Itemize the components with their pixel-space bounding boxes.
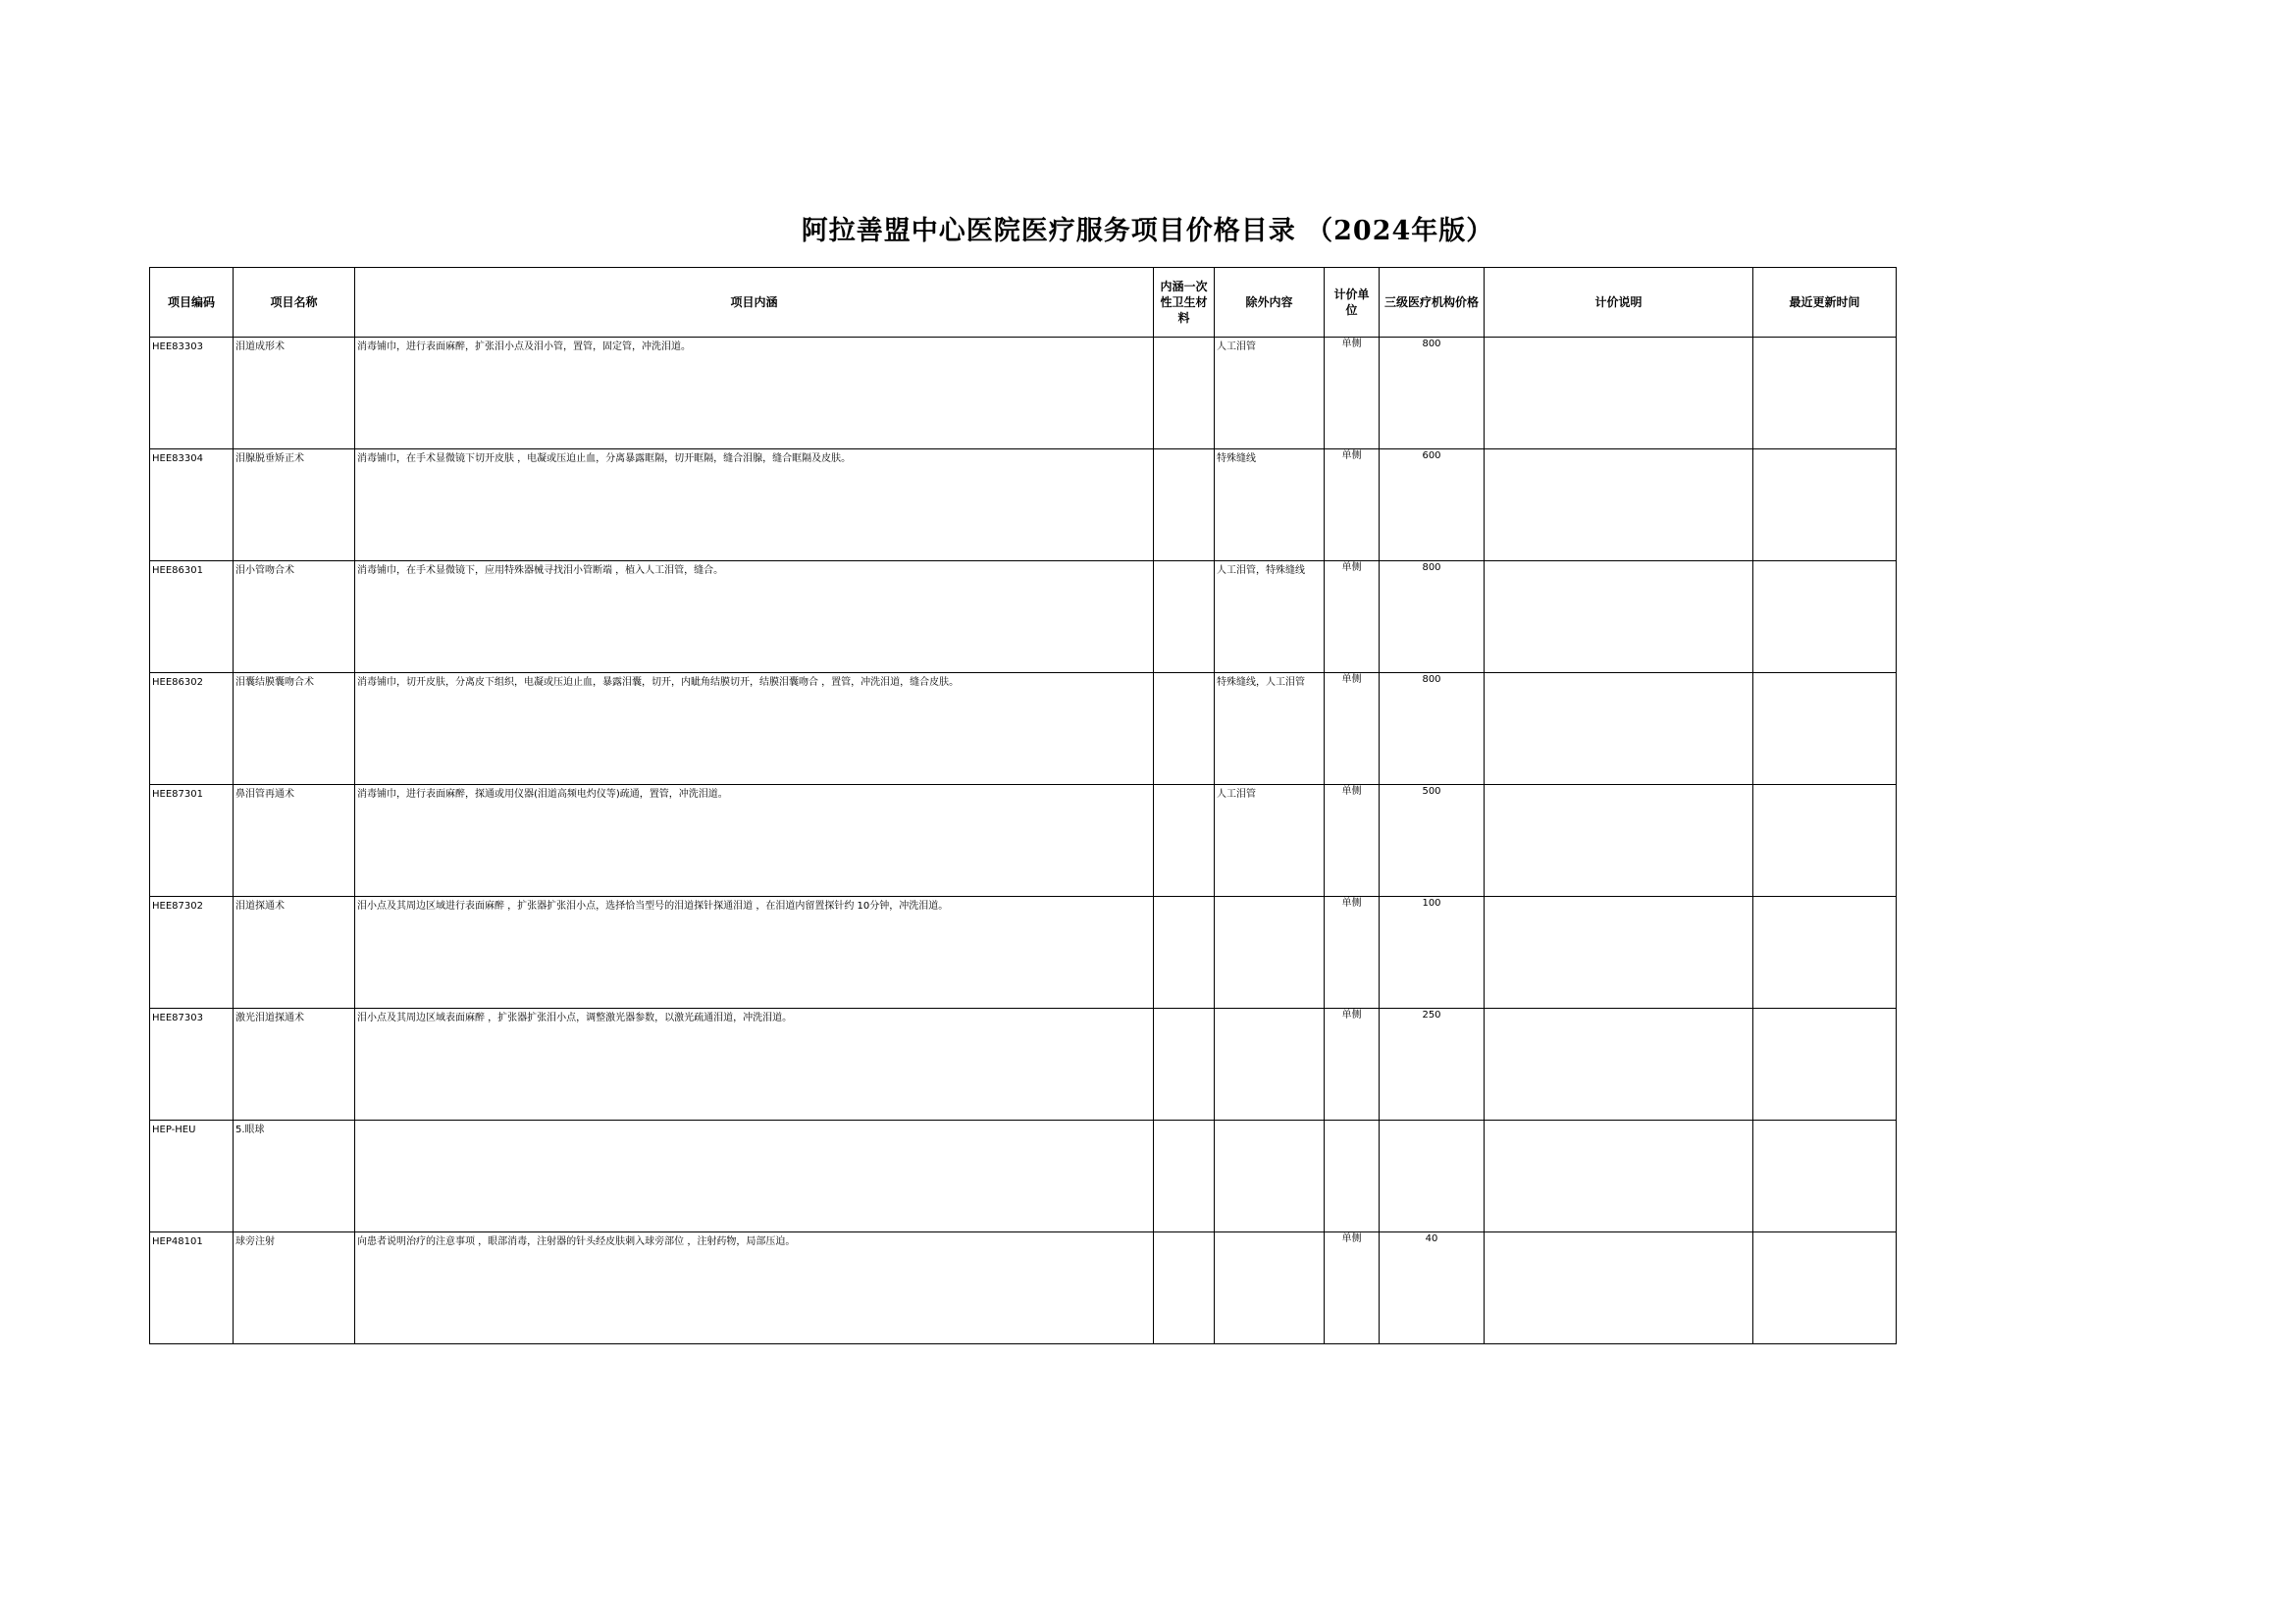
cell-unit — [1325, 673, 1380, 785]
cell-content — [355, 338, 1154, 449]
cell-note — [1485, 785, 1753, 897]
cell-disposable-text — [1154, 1121, 1214, 1126]
table-row — [150, 673, 1897, 785]
cell-disposable — [1154, 338, 1215, 449]
cell-unit — [1325, 1009, 1380, 1121]
cell-code — [150, 897, 234, 1009]
cell-updated-text — [1753, 1121, 1896, 1126]
cell-disposable — [1154, 785, 1215, 897]
cell-note — [1485, 561, 1753, 673]
cell-excluded — [1215, 1232, 1325, 1344]
cell-code — [150, 561, 234, 673]
cell-unit-text: 单侧 — [1341, 450, 1362, 461]
cell-note — [1485, 1232, 1753, 1344]
cell-content — [355, 1232, 1154, 1344]
cell-content — [355, 449, 1154, 561]
cell-code — [150, 785, 234, 897]
header-updated: 最近更新时间 — [1753, 268, 1897, 338]
cell-updated — [1753, 1232, 1897, 1344]
cell-note-text — [1485, 1009, 1752, 1015]
cell-note-text — [1485, 897, 1752, 903]
cell-updated — [1753, 561, 1897, 673]
header-code: 项目编码 — [150, 268, 234, 338]
cell-code-text: HEP-HEU — [152, 1125, 196, 1135]
header-price-label: 三级医疗机构价格 — [1383, 295, 1479, 309]
header-price — [1380, 268, 1485, 338]
cell-updated-text — [1753, 1009, 1896, 1015]
cell-updated-text — [1753, 561, 1896, 567]
cell-disposable — [1154, 673, 1215, 785]
cell-updated-text — [1753, 1232, 1896, 1238]
cell-unit — [1325, 1232, 1380, 1344]
cell-price-text: 800 — [1422, 674, 1441, 685]
cell-unit — [1325, 897, 1380, 1009]
cell-disposable-text — [1154, 338, 1214, 343]
header-unit — [1325, 268, 1380, 338]
cell-name-text: 5.眼球 — [235, 1125, 265, 1135]
cell-name — [234, 897, 355, 1009]
cell-name — [234, 785, 355, 897]
cell-updated — [1753, 1009, 1897, 1121]
cell-name — [234, 338, 355, 449]
cell-content — [355, 561, 1154, 673]
cell-unit-text: 单侧 — [1341, 674, 1362, 685]
cell-excluded — [1215, 449, 1325, 561]
cell-code — [150, 1121, 234, 1232]
cell-price — [1380, 338, 1485, 449]
cell-name — [234, 561, 355, 673]
cell-updated-text — [1753, 673, 1896, 679]
cell-unit-text: 单侧 — [1341, 339, 1362, 349]
header-content: 项目内涵 — [355, 268, 1154, 338]
cell-updated — [1753, 449, 1897, 561]
cell-excluded-text: 人工泪管 — [1217, 789, 1256, 800]
cell-code-text: HEE87302 — [152, 901, 203, 912]
price-catalog-table — [149, 267, 1897, 1344]
cell-excluded — [1215, 897, 1325, 1009]
cell-code-text: HEE87301 — [152, 789, 203, 800]
cell-excluded — [1215, 1121, 1325, 1232]
cell-excluded — [1215, 1009, 1325, 1121]
cell-code-text: HEE83303 — [152, 341, 203, 352]
table-header-row — [150, 268, 1897, 338]
cell-note-text — [1485, 561, 1752, 567]
cell-name-text: 鼻泪管再通术 — [235, 789, 294, 800]
cell-price-text: 800 — [1422, 339, 1441, 349]
cell-excluded-text — [1215, 1121, 1324, 1126]
table-row — [150, 449, 1897, 561]
table-row — [150, 1232, 1897, 1344]
cell-disposable-text — [1154, 897, 1214, 903]
cell-disposable-text — [1154, 449, 1214, 455]
cell-content — [355, 897, 1154, 1009]
cell-price — [1380, 897, 1485, 1009]
cell-price — [1380, 785, 1485, 897]
cell-unit — [1325, 561, 1380, 673]
cell-unit — [1325, 1121, 1380, 1232]
cell-updated — [1753, 1121, 1897, 1232]
cell-disposable-text — [1154, 561, 1214, 567]
cell-name-text: 泪道成形术 — [235, 341, 285, 352]
cell-code-text: HEE83304 — [152, 453, 203, 464]
cell-updated-text — [1753, 897, 1896, 903]
cell-name — [234, 1009, 355, 1121]
cell-updated — [1753, 338, 1897, 449]
cell-disposable-text — [1154, 1009, 1214, 1015]
table-row — [150, 561, 1897, 673]
cell-content-text: 消毒铺巾，进行表面麻醉，探通或用仪器(泪道高频电灼仪等)疏通，置管，冲洗泪道。 — [357, 789, 728, 800]
cell-unit-text: 单侧 — [1341, 1233, 1362, 1244]
cell-price-text: 800 — [1422, 562, 1441, 573]
cell-excluded-text: 人工泪管，特殊缝线 — [1217, 565, 1305, 576]
cell-excluded-text: 特殊缝线 — [1217, 453, 1256, 464]
cell-disposable-text — [1154, 785, 1214, 791]
cell-price-text: 250 — [1422, 1010, 1441, 1021]
cell-note — [1485, 1009, 1753, 1121]
cell-code — [150, 673, 234, 785]
cell-excluded-text — [1215, 1009, 1324, 1015]
cell-name-text: 激光泪道探通术 — [235, 1013, 304, 1023]
cell-content-text: 消毒铺巾，在手术显微镜下，应用特殊器械寻找泪小管断端 ，植入人工泪管，缝合。 — [357, 565, 724, 576]
cell-excluded-text: 人工泪管 — [1217, 341, 1256, 352]
cell-price-text: 500 — [1422, 786, 1441, 797]
cell-note-text — [1485, 449, 1752, 455]
cell-updated-text — [1753, 785, 1896, 791]
cell-unit-text: 单侧 — [1341, 1010, 1362, 1021]
cell-excluded — [1215, 673, 1325, 785]
table-row — [150, 785, 1897, 897]
cell-disposable — [1154, 449, 1215, 561]
cell-code-text: HEP48101 — [152, 1236, 203, 1247]
cell-content — [355, 785, 1154, 897]
cell-note-text — [1485, 1232, 1752, 1238]
page-title: 阿拉善盟中心医院医疗服务项目价格目录 （2024年版） — [801, 216, 1494, 246]
table-row — [150, 1009, 1897, 1121]
cell-price — [1380, 561, 1485, 673]
header-disposable-label: 内涵一次性卫生材料 — [1160, 280, 1208, 325]
cell-unit-text: 单侧 — [1341, 786, 1362, 797]
header-unit-label: 计价单位 — [1333, 288, 1370, 317]
cell-excluded-text — [1215, 897, 1324, 903]
cell-unit — [1325, 449, 1380, 561]
cell-name — [234, 673, 355, 785]
cell-note — [1485, 1121, 1753, 1232]
cell-updated-text — [1753, 338, 1896, 343]
cell-note — [1485, 897, 1753, 1009]
cell-updated — [1753, 673, 1897, 785]
cell-note-text — [1485, 1121, 1752, 1126]
cell-content — [355, 1009, 1154, 1121]
cell-disposable — [1154, 1232, 1215, 1344]
cell-updated-text — [1753, 449, 1896, 455]
cell-disposable — [1154, 897, 1215, 1009]
cell-unit-text: 单侧 — [1341, 562, 1362, 573]
cell-disposable-text — [1154, 1232, 1214, 1238]
cell-price — [1380, 449, 1485, 561]
table-row — [150, 897, 1897, 1009]
cell-name-text: 泪腺脱垂矫正术 — [235, 453, 304, 464]
cell-name-text: 泪道探通术 — [235, 901, 285, 912]
cell-price-text: 600 — [1422, 450, 1441, 461]
cell-content-text: 泪小点及其周边区域进行表面麻醉 ，扩张器扩张泪小点，选择恰当型号的泪道探针探通泪道 ，在泪道内留置探针约 10分钟，冲洗泪道。 — [357, 901, 949, 912]
cell-content — [355, 673, 1154, 785]
cell-price — [1380, 1121, 1485, 1232]
cell-price — [1380, 1232, 1485, 1344]
header-disposable — [1154, 268, 1215, 338]
cell-price-text: 40 — [1425, 1233, 1438, 1244]
cell-content — [355, 1121, 1154, 1232]
cell-unit — [1325, 785, 1380, 897]
cell-disposable — [1154, 1009, 1215, 1121]
cell-unit — [1325, 338, 1380, 449]
cell-disposable — [1154, 561, 1215, 673]
cell-note — [1485, 673, 1753, 785]
cell-content-text: 消毒铺巾，进行表面麻醉，扩张泪小点及泪小管，置管，固定管，冲洗泪道。 — [357, 341, 691, 352]
cell-price-text: 100 — [1422, 898, 1441, 909]
cell-note-text — [1485, 338, 1752, 343]
cell-note-text — [1485, 673, 1752, 679]
cell-name — [234, 1232, 355, 1344]
cell-name-text: 泪小管吻合术 — [235, 565, 294, 576]
cell-content-text — [355, 1121, 1153, 1126]
header-excluded: 除外内容 — [1215, 268, 1325, 338]
table-row — [150, 1121, 1897, 1232]
cell-excluded — [1215, 561, 1325, 673]
cell-note-text — [1485, 785, 1752, 791]
cell-code — [150, 449, 234, 561]
cell-content-text: 向患者说明治疗的注意事项 ，眼部消毒，注射器的针头经皮肤刺入球旁部位 ，注射药物，局部压迫。 — [357, 1236, 796, 1247]
cell-name-text: 泪囊结膜囊吻合术 — [235, 677, 314, 688]
cell-note — [1485, 449, 1753, 561]
cell-code-text: HEE86301 — [152, 565, 203, 576]
cell-updated — [1753, 785, 1897, 897]
cell-price — [1380, 1009, 1485, 1121]
cell-content-text: 消毒铺巾，切开皮肤，分离皮下组织，电凝或压迫止血，暴露泪囊，切开，内眦角结膜切开，结膜泪囊吻合 ，置管，冲洗泪道，缝合皮肤。 — [357, 677, 960, 688]
header-note: 计价说明 — [1485, 268, 1753, 338]
cell-excluded-text — [1215, 1232, 1324, 1238]
cell-note — [1485, 338, 1753, 449]
cell-name — [234, 1121, 355, 1232]
cell-name-text: 球旁注射 — [235, 1236, 275, 1247]
cell-code-text: HEE87303 — [152, 1013, 203, 1023]
cell-excluded — [1215, 785, 1325, 897]
cell-excluded-text: 特殊缝线，人工泪管 — [1217, 677, 1305, 688]
cell-code — [150, 338, 234, 449]
cell-code-text: HEE86302 — [152, 677, 203, 688]
cell-price — [1380, 673, 1485, 785]
cell-excluded — [1215, 338, 1325, 449]
cell-disposable — [1154, 1121, 1215, 1232]
cell-updated — [1753, 897, 1897, 1009]
cell-code — [150, 1009, 234, 1121]
table-row — [150, 338, 1897, 449]
cell-unit-text: 单侧 — [1341, 898, 1362, 909]
cell-name — [234, 449, 355, 561]
cell-content-text: 泪小点及其周边区域表面麻醉 ，扩张器扩张泪小点，调整激光器参数，以激光疏通泪道，冲洗泪道。 — [357, 1013, 793, 1023]
header-name: 项目名称 — [234, 268, 355, 338]
cell-content-text: 消毒铺巾，在手术显微镜下切开皮肤 ，电凝或压迫止血，分离暴露眶隔，切开眶隔，缝合泪腺，缝合眶隔及皮肤。 — [357, 453, 852, 464]
cell-disposable-text — [1154, 673, 1214, 679]
cell-code — [150, 1232, 234, 1344]
